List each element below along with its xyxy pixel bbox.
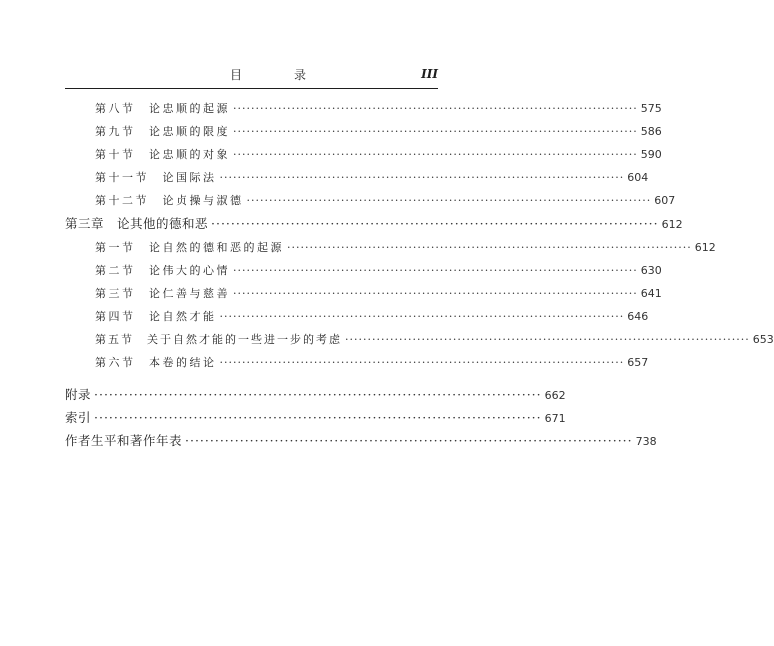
toc-entry-label: 附录	[65, 387, 92, 402]
toc-entry[interactable]	[95, 354, 649, 374]
toc-entry-page: 641	[640, 287, 662, 300]
toc-chapter-entry[interactable]	[65, 431, 657, 451]
toc-entry-page: 612	[661, 218, 683, 231]
toc-chapter-entry[interactable]	[65, 214, 683, 234]
toc-entry-page: 575	[640, 102, 662, 115]
leader-dots: ··························································································	[185, 433, 633, 448]
toc-entry-page: 671	[544, 412, 566, 425]
leader-dots: ··························································································	[287, 241, 692, 254]
leader-dots: ··························································································	[94, 410, 542, 425]
toc-entry-page: 586	[640, 125, 662, 138]
leader-dots: ··························································································	[233, 264, 638, 277]
toc-entry-label: 第五节 关于自然才能的一些进一步的考虑	[95, 333, 342, 346]
header-title: 目 录	[230, 68, 327, 82]
toc-entry-page: 662	[544, 389, 566, 402]
toc-entry-label: 第九节 论忠顺的限度	[95, 125, 230, 138]
toc-entry[interactable]	[95, 192, 676, 212]
toc-entry[interactable]	[95, 100, 662, 120]
toc-entry-page: 612	[694, 241, 716, 254]
leader-dots: ··························································································	[246, 194, 652, 207]
leader-dots: ··························································································	[211, 216, 659, 231]
toc-entry-label: 第三章 论其他的德和恶	[65, 216, 209, 231]
leader-dots: ··························································································	[345, 333, 750, 346]
leader-dots: ··························································································	[219, 310, 625, 323]
toc-entry-label: 第四节 论自然才能	[95, 310, 217, 323]
toc-chapter-entry[interactable]	[65, 385, 566, 405]
toc-entry[interactable]	[95, 262, 662, 282]
toc-entry[interactable]	[95, 123, 662, 143]
toc-entry[interactable]	[95, 308, 649, 328]
leader-dots: ··························································································	[94, 387, 542, 402]
toc-entry[interactable]	[95, 331, 774, 351]
header-page-number: III	[421, 67, 438, 81]
toc-entry-page: 630	[640, 264, 662, 277]
toc-chapter-entry[interactable]	[65, 408, 566, 428]
toc-entry-label: 第六节 本卷的结论	[95, 356, 217, 369]
toc-entry-page: 653	[752, 333, 774, 346]
toc-entry-label: 第二节 论伟大的心情	[95, 264, 230, 277]
toc-entry-label: 第十一节 论国际法	[95, 171, 217, 184]
toc-entry-page: 590	[640, 148, 662, 161]
toc-entry-label: 第八节 论忠顺的起源	[95, 102, 230, 115]
toc-entry[interactable]	[95, 285, 662, 305]
toc-entry[interactable]	[95, 146, 662, 166]
header-rule	[65, 88, 438, 89]
leader-dots: ··························································································	[233, 125, 638, 138]
toc-entry-label: 索引	[65, 410, 92, 425]
toc-entry-page: 646	[627, 310, 649, 323]
leader-dots: ··························································································	[233, 148, 638, 161]
toc-entry-label: 第一节 论自然的德和恶的起源	[95, 241, 284, 254]
toc-entry-page: 657	[627, 356, 649, 369]
toc-entry-page: 738	[635, 435, 657, 448]
toc-entry-label: 第十二节 论贞操与淑德	[95, 194, 244, 207]
page-header	[65, 62, 438, 86]
leader-dots: ··························································································	[233, 287, 638, 300]
leader-dots: ··························································································	[233, 102, 638, 115]
toc-entry[interactable]	[95, 169, 649, 189]
toc-entry[interactable]	[95, 239, 716, 259]
toc-entry-label: 第十节 论忠顺的对象	[95, 148, 230, 161]
toc-entry-page: 604	[627, 171, 649, 184]
toc-entry-label: 作者生平和著作年表	[65, 433, 183, 448]
leader-dots: ··························································································	[219, 171, 625, 184]
toc-entry-page: 607	[654, 194, 676, 207]
leader-dots: ··························································································	[219, 356, 625, 369]
toc-entry-label: 第三节 论仁善与慈善	[95, 287, 230, 300]
